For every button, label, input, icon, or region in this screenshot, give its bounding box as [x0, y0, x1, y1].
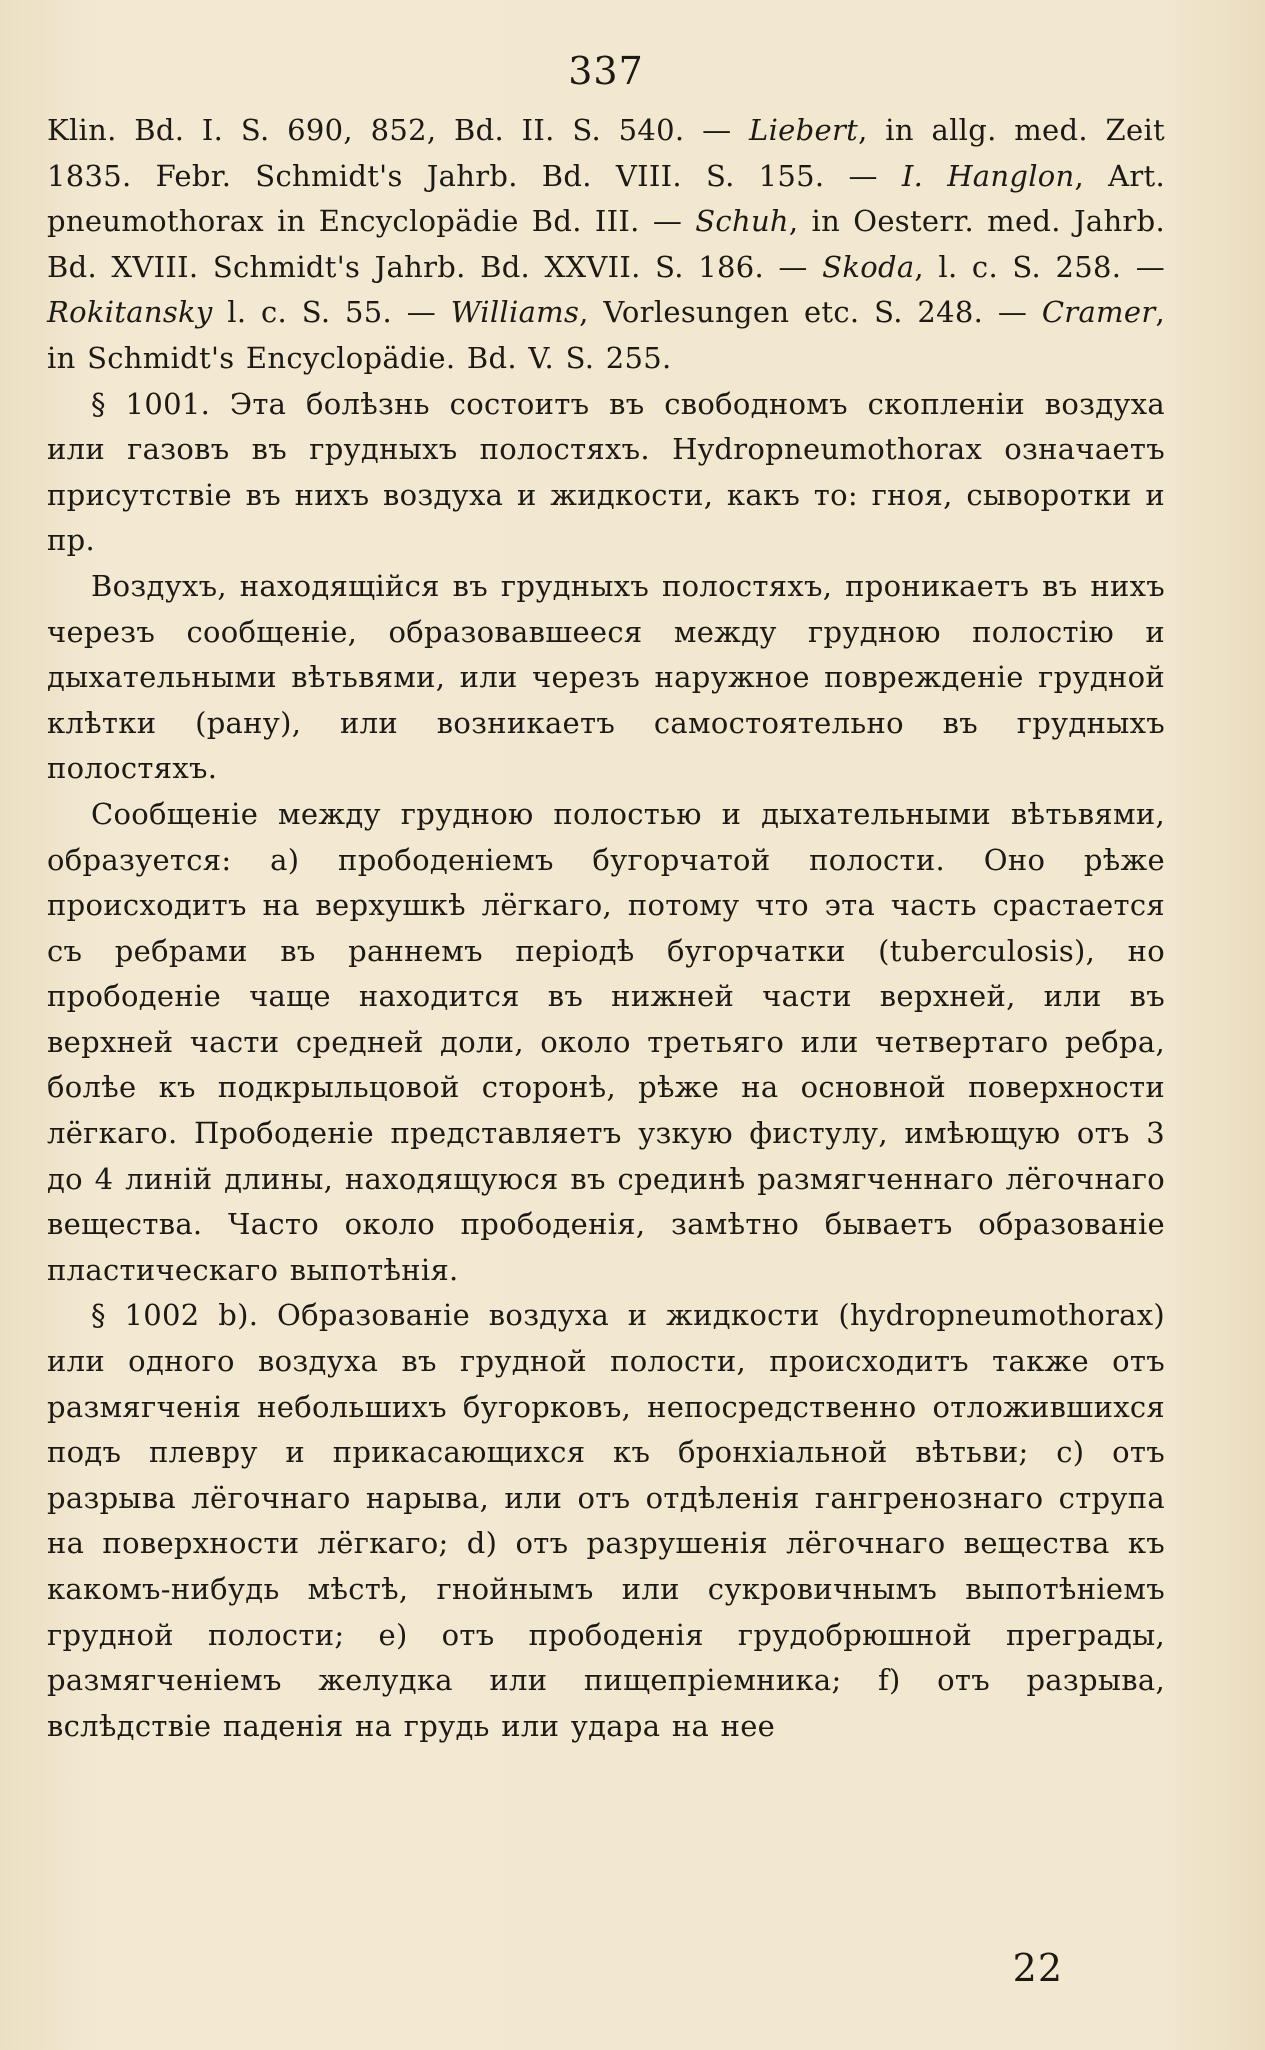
author-name: Cramer	[1041, 295, 1156, 330]
signature-mark: 22	[1012, 1946, 1063, 1990]
author-name: Schuh	[695, 204, 789, 239]
author-name: Liebert	[749, 113, 859, 147]
paragraph-refs	[47, 108, 1165, 382]
text-segment: Воздухъ, находящійся въ грудныхъ полостяхъ, проникаетъ въ нихъ черезъ сообщеніе, образовавшееся между грудною полостію и дыхательными вѣтьвями, или черезъ наружное повреждeніе грудной клѣтки (рану), или возникаетъ самостоятельно въ грудныхъ полостяхъ.	[47, 568, 1165, 786]
author-name: I. Hanglon	[901, 158, 1075, 193]
text-segment: § 1001. Эта болѣзнь состоитъ въ свободномъ скопленіи воздуха или газовъ въ грудныхъ полостяхъ. Hydropneumothorax означаетъ присутствіе въ нихъ воздуха и жидкости, какъ то: гноя, сыворотки и пр.	[47, 386, 1165, 558]
text-segment: Сообщеніе между грудною полостью и дыхательными вѣтьвями, образуется: а) прободеніемъ бугорчатой полости. Оно рѣже происходитъ на верхушкѣ лёгкаго, потому что эта часть срастается съ ребрами въ раннемъ періодѣ бугорчатки (tuberculosis), но прободеніе чаще находится въ нижней части верхней, или въ верхней части средней доли, около третьяго или четвертаго ребра, болѣе къ подкрыльцовой сторонѣ, рѣже на основной поверхности лёгкаго. Прободеніе представляетъ узкую фистулу, имѣющую отъ 3 до 4 линій длины, находящуюся въ срединѣ размягченнаго лёгочнаго вещества. Часто около прободенія, замѣтно бываетъ образованіе пластическаго выпотѣнія.	[47, 796, 1165, 1287]
text-segment: , in Oesterr. med. Jahrb. Bd. XVIII. Schmidt's Jahrb. Bd. XXVII. S. 186. —	[47, 204, 1165, 284]
paragraph-s1001	[47, 382, 1165, 564]
text-segment: , Vorlesungen etc. S. 248. —	[579, 295, 1042, 330]
page-text	[47, 108, 1165, 1749]
text-segment: § 1002 b). Образованіе воздуха и жидкости (hydropneumothorax) или одного воздуха въ грудной полости, происходитъ также отъ размягченія небольшихъ бугорковъ, непосредственно отложившихся подъ плевру и прикасающихся къ бронхіальной вѣтьви; с) отъ разрыва лёгочнаго нарыва, или отъ отдѣленія гангренознаго струпа на поверхности лёгкаго; d) отъ разрушенія лёгочнаго вещества къ какомъ-нибудь мѣстѣ, гнойнымъ или сукровичнымъ выпотѣніемъ грудной полости; е) отъ прободенія грудобрюшной преграды, размягченіемъ желудка или пищепріемника; f) отъ разрыва, вслѣдствіе паденія на грудь или удара на нее	[47, 1298, 1165, 1743]
author-name: Williams	[450, 295, 580, 330]
author-name: Rokitansky	[47, 295, 213, 330]
text-segment: , in allg. med. Zeit 1835. Febr. Schmidt's Jahrb. Bd. VIII. S. 155. —	[47, 113, 1165, 193]
paragraph-s1002	[47, 1293, 1165, 1749]
paragraph-p3	[47, 792, 1165, 1294]
text-segment: Klin. Bd. I. S. 690, 852, Bd. II. S. 540. —	[47, 113, 750, 147]
text-segment: l. c. S. 55. —	[212, 295, 451, 330]
text-segment: , Art. pneumothorax in Encyclopädie Bd. III. —	[47, 158, 1165, 239]
text-segment: , l. c. S. 258. —	[914, 249, 1165, 284]
paragraph-p2	[47, 564, 1165, 792]
page-number: 337	[568, 49, 644, 93]
text-segment: , in Schmidt's Encyclopädie. Bd. V. S. 255.	[47, 295, 1166, 375]
author-name: Skoda	[822, 249, 915, 284]
